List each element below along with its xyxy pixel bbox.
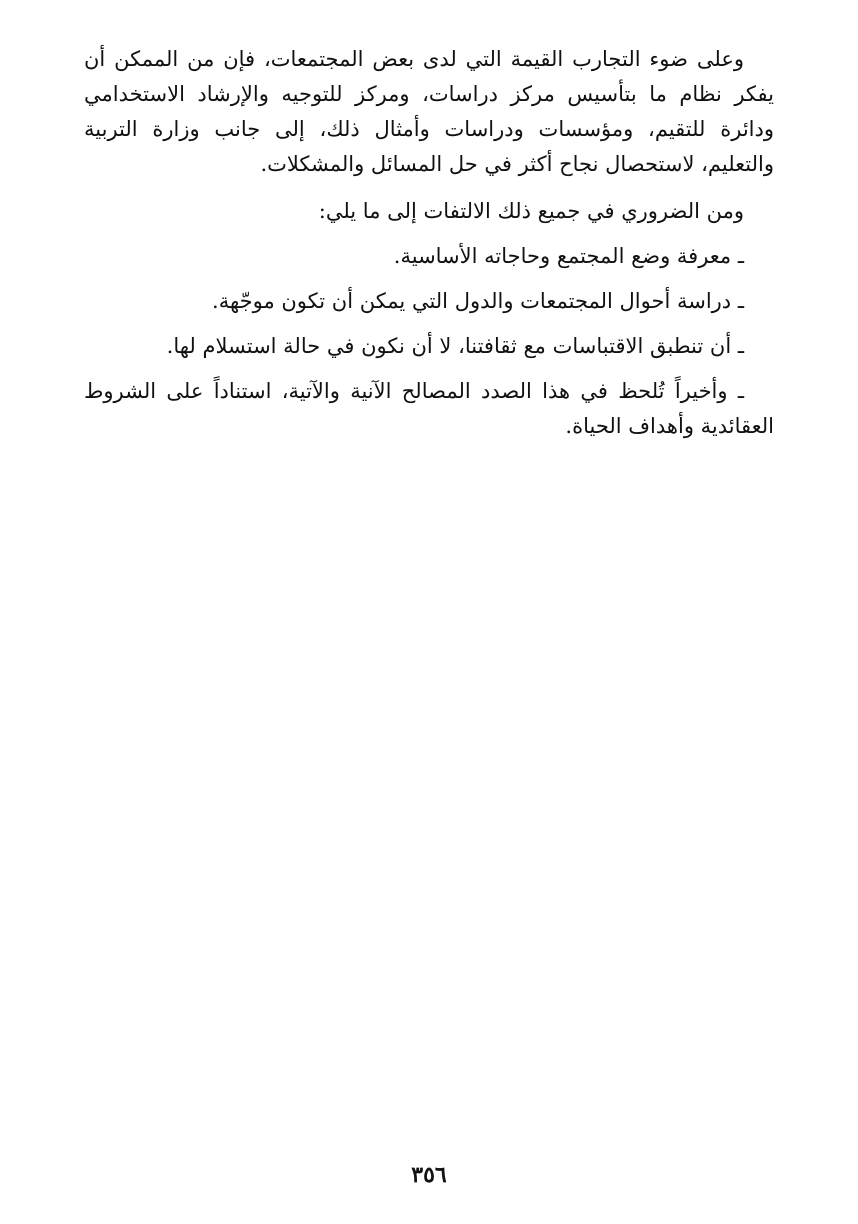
list-item: ـ أن تنطبق الاقتباسات مع ثقافتنا، لا أن نكون في حالة استسلام لها. bbox=[166, 334, 744, 358]
list-item: ـ دراسة أحوال المجتمعات والدول التي يمكن أن تكون موجّهة. bbox=[212, 289, 744, 313]
intro-paragraph: وعلى ضوء التجارب القيمة التي لدى بعض المجتمعات، فإن من الممكن أن يفكر نظام ما بتأسيس مركز دراسات، ومركز للتوجيه والإرشاد الاستخدامي ودائرة للتقيم، ومؤسسات ودراسات وأمثال ذلك، إلى جانب وزارة التربية والتعليم، لاستحصال نجاح أكثر في حل المسائل والمشكلات. bbox=[84, 47, 774, 176]
list-item: ـ معرفة وضع المجتمع وحاجاته الأساسية. bbox=[393, 244, 744, 268]
list-lead-line: ومن الضروري في جميع ذلك الالتفات إلى ما يلي: bbox=[318, 199, 744, 223]
body-text bbox=[84, 42, 774, 444]
bullet-list bbox=[84, 239, 774, 444]
list-item: ـ وأخيراً تُلحظ في هذا الصدد المصالح الآنية والآتية، استناداً على الشروط العقائدية وأهداف الحياة. bbox=[84, 379, 774, 438]
page-number: ٣٥٦ bbox=[411, 1162, 447, 1188]
